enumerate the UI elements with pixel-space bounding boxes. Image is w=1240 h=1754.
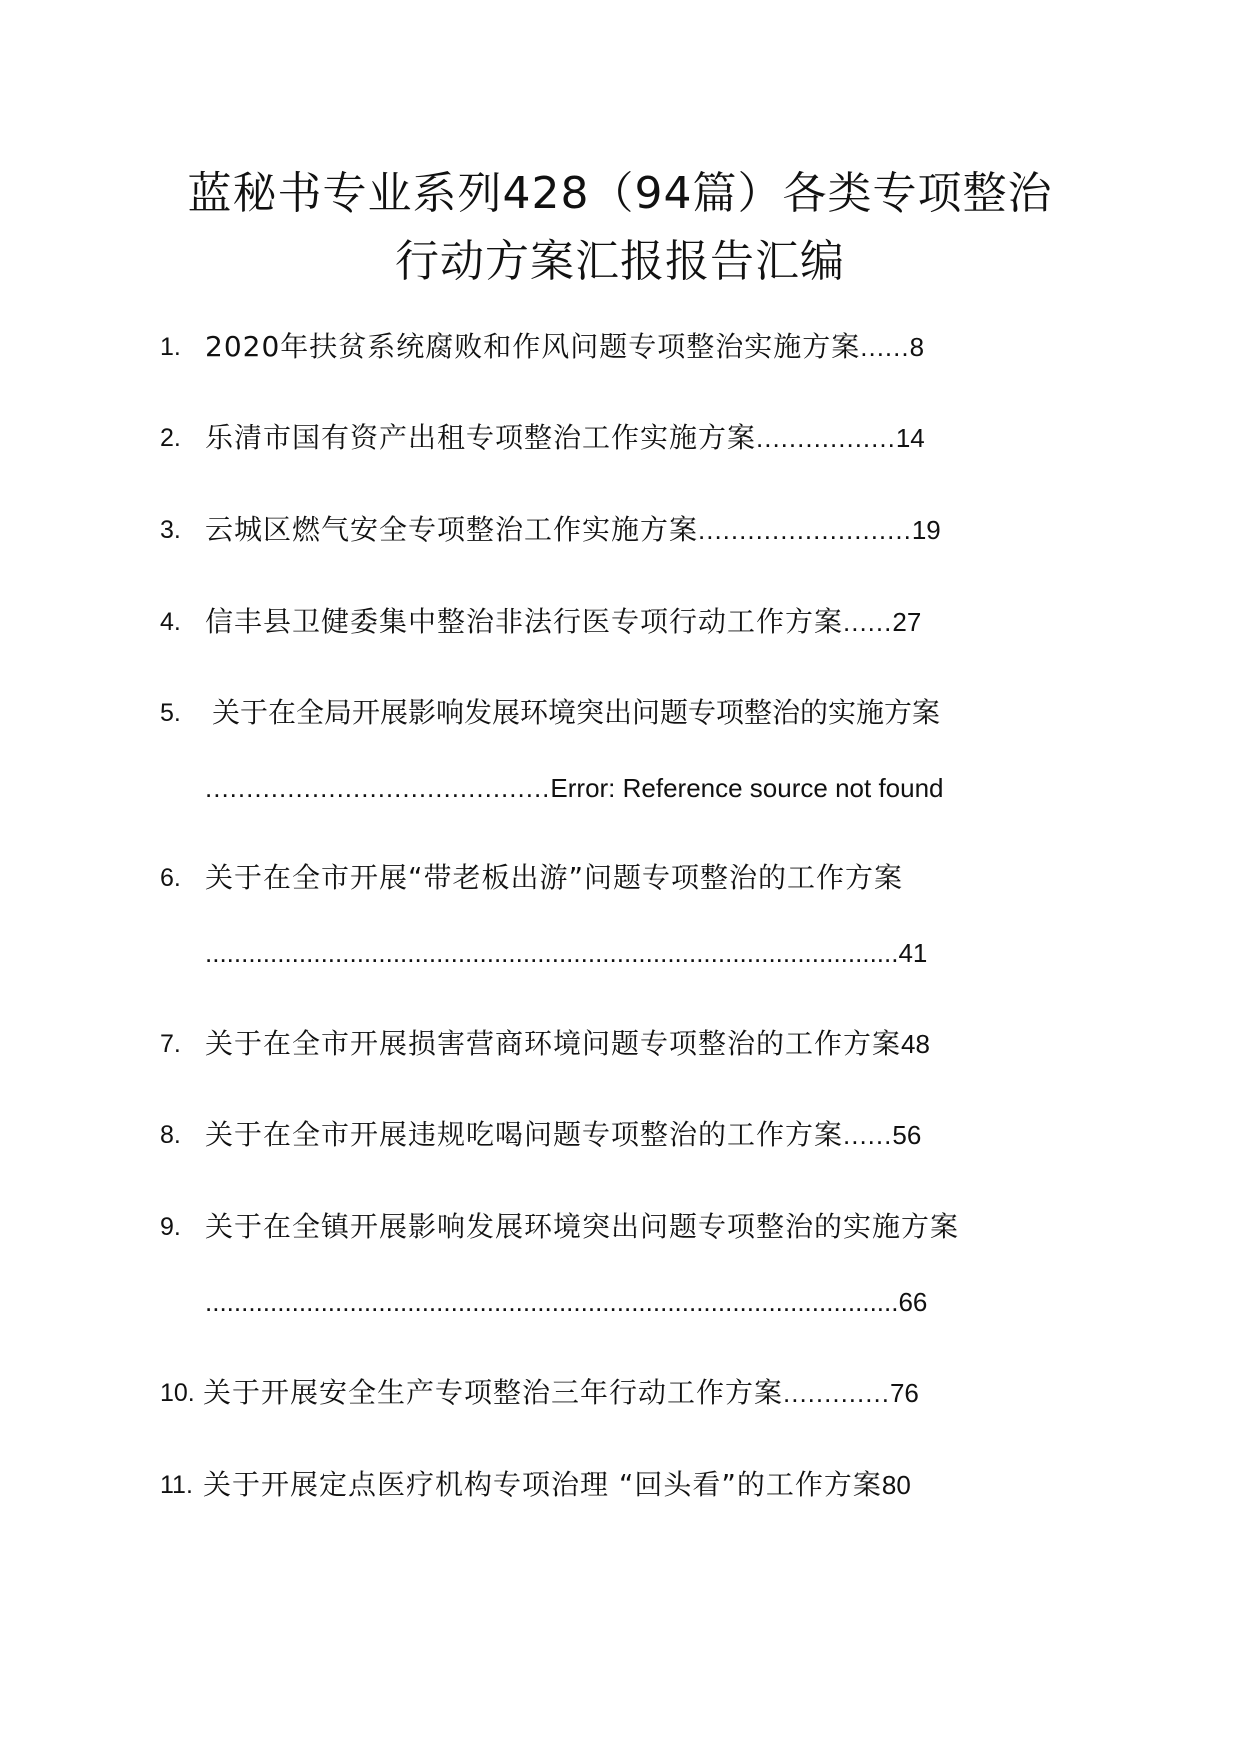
toc-number: 3.: [160, 515, 181, 544]
toc-leader-dots: ..........................................: [205, 773, 551, 803]
toc-entry-9[interactable]: [0, 1202, 1240, 1342]
toc-page-number: 76: [889, 1378, 919, 1408]
toc-entry-4[interactable]: [0, 597, 1240, 647]
toc-page-number: 14: [895, 423, 925, 453]
toc-title: 关于开展定点医疗机构专项治理 “回头看”的工作方案: [203, 1468, 882, 1501]
toc-entry-5[interactable]: [0, 688, 1240, 828]
toc-entry-8[interactable]: [0, 1110, 1240, 1160]
toc-number: 11.: [160, 1470, 193, 1499]
toc-number: 2.: [160, 423, 181, 452]
toc-title: 关于在全镇开展影响发展环境突出问题专项整治的实施方案: [205, 1210, 960, 1243]
toc-number: 4.: [160, 607, 181, 636]
toc-entry-6[interactable]: [0, 853, 1240, 993]
toc-title: 关于在全市开展损害营商环境问题专项整治的工作方案: [205, 1027, 902, 1060]
toc-title: 关于在全局开展影响发展环境突出问题专项整治的实施方案: [212, 696, 941, 729]
toc-entry-3[interactable]: [0, 505, 1240, 555]
document-title-line-1: 蓝秘书专业系列428（94篇）各类专项整治: [187, 168, 1053, 219]
toc-title: 关于在全市开展“带老板出游”问题专项整治的工作方案: [205, 861, 904, 894]
toc-title: 关于开展安全生产专项整治三年行动工作方案: [203, 1376, 784, 1409]
toc-entry-1[interactable]: [0, 322, 1240, 372]
toc-leader-dots: ..........................: [698, 515, 912, 545]
toc-page-number: 41: [898, 938, 928, 968]
toc-number: 5.: [160, 698, 181, 727]
toc-entry-7[interactable]: [0, 1019, 1240, 1069]
toc-leader-dots: ................................................................................................: [205, 938, 899, 968]
toc-page-number: 80: [881, 1470, 911, 1500]
toc-entry-10[interactable]: [0, 1368, 1240, 1418]
toc-leader-dots: ......: [860, 332, 910, 362]
toc-number: 1.: [160, 332, 181, 361]
toc-number: 10.: [160, 1378, 195, 1407]
toc-leader-dots: ......: [843, 607, 893, 637]
toc-page-number: 19: [911, 515, 941, 545]
toc-title: 云城区燃气安全专项整治工作实施方案: [205, 513, 699, 546]
toc-entry-11[interactable]: [0, 1460, 1240, 1510]
toc-number: 9.: [160, 1212, 181, 1241]
toc-leader-dots: .................: [756, 423, 896, 453]
toc-page-number: 8: [909, 332, 925, 362]
toc-leader-dots: .............: [783, 1378, 890, 1408]
toc-title: 信丰县卫健委集中整治非法行医专项行动工作方案: [205, 605, 844, 638]
toc-leader-dots: ................................................................................................: [205, 1287, 899, 1317]
toc-title: 2020年扶贫系统腐败和作风问题专项整治实施方案: [205, 330, 861, 363]
toc-number: 8.: [160, 1120, 181, 1149]
toc-number: 6.: [160, 863, 181, 892]
toc-page-number: 66: [898, 1287, 928, 1317]
toc-page-number: 48: [901, 1029, 930, 1059]
toc-page-number: Error: Reference source not found: [550, 773, 944, 803]
toc-title: 乐清市国有资产出租专项整治工作实施方案: [205, 421, 757, 454]
document-title-line-2: 行动方案汇报报告汇编: [395, 236, 845, 287]
toc-entry-2[interactable]: [0, 413, 1240, 463]
toc-number: 7.: [160, 1029, 181, 1058]
toc-title: 关于在全市开展违规吃喝问题专项整治的工作方案: [205, 1118, 844, 1151]
toc-page-number: 27: [892, 607, 922, 637]
toc-page-number: 56: [892, 1120, 922, 1150]
toc-leader-dots: ......: [843, 1120, 893, 1150]
